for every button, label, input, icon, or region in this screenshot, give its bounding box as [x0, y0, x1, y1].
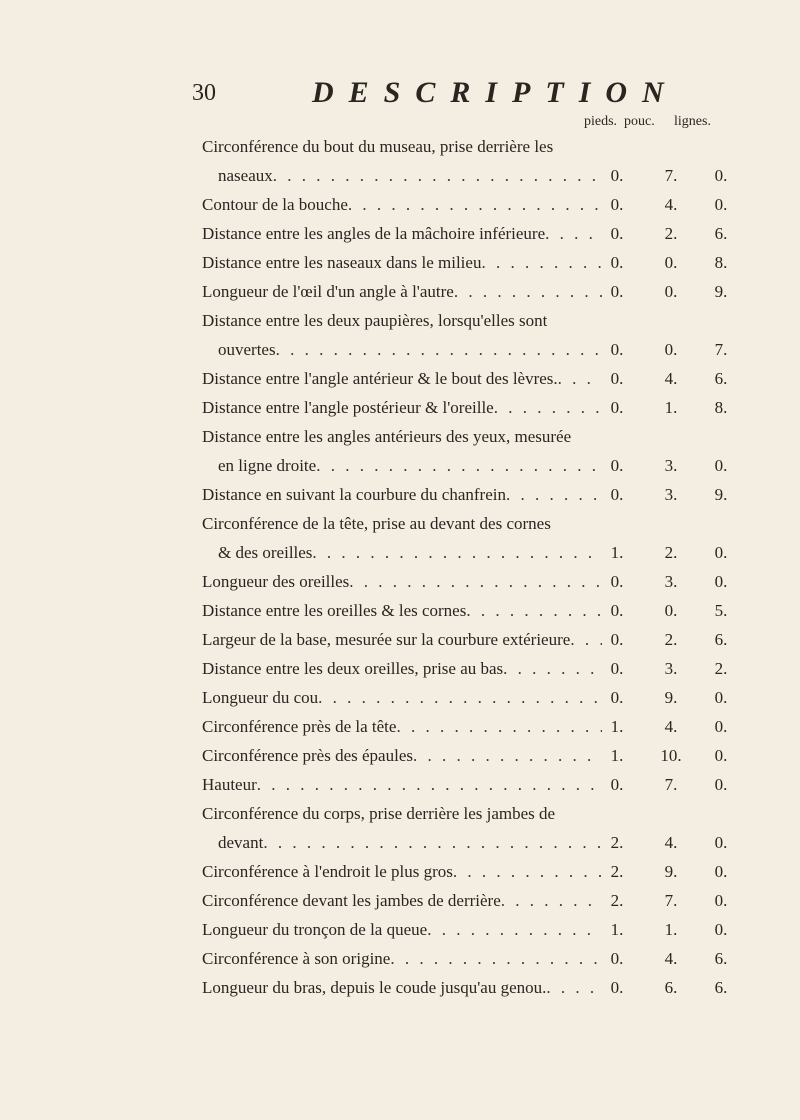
- value-lignes: 0.: [714, 833, 728, 852]
- entry-label-wrap: [218, 828, 602, 857]
- value-lignes: 0.: [714, 688, 728, 707]
- entry-label-wrap: [202, 741, 602, 770]
- value-pouc: 0.: [664, 340, 678, 359]
- entry-label: Longueur du bras, depuis le coude jusqu'au genou.: [202, 978, 547, 997]
- value-pieds: 2.: [610, 862, 624, 881]
- value-pieds: 0.: [610, 456, 624, 475]
- entry-label: Longueur de l'œil d'un angle à l'autre: [202, 282, 454, 301]
- value-lignes: 0.: [714, 775, 728, 794]
- value-pieds: 0.: [610, 949, 624, 968]
- measurement-entry: [202, 944, 772, 973]
- leader-dots: [494, 393, 602, 422]
- entry-line: [202, 364, 772, 393]
- value-pouc: 2.: [664, 630, 678, 649]
- value-lignes: 0.: [714, 746, 728, 765]
- entry-label-wrap: [202, 915, 602, 944]
- entry-line: [202, 915, 772, 944]
- column-headers: [584, 114, 714, 130]
- entry-line: [202, 857, 772, 886]
- entry-label: Circonférence du bout du museau, prise derrière les: [202, 137, 554, 156]
- measurement-entry: [202, 886, 772, 915]
- entry-label: Distance entre les naseaux dans le milieu: [202, 253, 482, 272]
- value-pieds: 0.: [610, 369, 624, 388]
- entry-label-wrap: [218, 335, 602, 364]
- entry-label: Circonférence devant les jambes de derrière: [202, 891, 501, 910]
- value-pouc: 4.: [664, 949, 678, 968]
- leader-dots: [390, 944, 602, 973]
- value-lignes: 6.: [714, 978, 728, 997]
- entry-label-wrap: [202, 712, 602, 741]
- measurement-entry: [202, 480, 772, 509]
- entry-line: [202, 219, 772, 248]
- value-lignes: 8.: [714, 398, 728, 417]
- entry-label-wrap: [202, 944, 602, 973]
- value-pieds: 0.: [610, 340, 624, 359]
- leader-dots: [454, 277, 602, 306]
- value-pouc: 0.: [664, 282, 678, 301]
- value-pieds: 1.: [610, 543, 624, 562]
- value-pouc: 7.: [664, 891, 678, 910]
- measurement-entry: [202, 596, 772, 625]
- value-pouc: 1.: [664, 398, 678, 417]
- entry-label: Distance entre les angles antérieurs des yeux, mesurée: [202, 427, 572, 446]
- entry-label-wrap: [202, 886, 602, 915]
- leader-dots: [318, 683, 602, 712]
- entry-line: [202, 799, 772, 828]
- measurement-entry: [202, 712, 772, 741]
- entry-label-wrap: [202, 219, 602, 248]
- value-pieds: 2.: [610, 833, 624, 852]
- entry-line: [202, 393, 772, 422]
- leader-dots: [453, 857, 602, 886]
- running-title: DESCRIPTION: [312, 76, 679, 109]
- entry-label: Circonférence de la tête, prise au devant des cornes: [202, 514, 551, 533]
- value-pieds: 0.: [610, 601, 624, 620]
- measurement-entry: [202, 741, 772, 770]
- entry-line: [202, 509, 772, 538]
- entry-label: ouvertes: [218, 340, 276, 359]
- leader-dots: [263, 828, 602, 857]
- entry-label-wrap: [202, 973, 602, 1002]
- leader-dots: [481, 248, 602, 277]
- entry-line: [202, 741, 772, 770]
- entry-line: [202, 306, 772, 335]
- entry-label: Circonférence à son origine: [202, 949, 391, 968]
- measurement-entry: [202, 248, 772, 277]
- value-pieds: 1.: [610, 920, 624, 939]
- value-pouc: 7.: [664, 775, 678, 794]
- entry-label: en ligne droite: [218, 456, 317, 475]
- value-lignes: 6.: [714, 224, 728, 243]
- leader-dots: [348, 190, 602, 219]
- entry-line: [202, 335, 772, 364]
- entry-label-wrap: [202, 683, 602, 712]
- value-lignes: 0.: [714, 456, 728, 475]
- value-pieds: 0.: [610, 688, 624, 707]
- measurement-entry: [202, 306, 772, 364]
- value-pouc: 1.: [664, 920, 678, 939]
- value-lignes: 0.: [714, 543, 728, 562]
- value-pouc: 0.: [664, 601, 678, 620]
- entry-label: Distance entre les oreilles & les cornes: [202, 601, 467, 620]
- entry-line: [202, 132, 772, 161]
- measurement-entry: [202, 422, 772, 480]
- value-pieds: 0.: [610, 659, 624, 678]
- value-lignes: 8.: [714, 253, 728, 272]
- leader-dots: [501, 886, 602, 915]
- entry-line: [202, 248, 772, 277]
- entry-line: [202, 944, 772, 973]
- entry-label: Distance entre les deux oreilles, prise au bas: [202, 659, 504, 678]
- measurement-entry: [202, 770, 772, 799]
- value-lignes: 6.: [714, 369, 728, 388]
- value-lignes: 0.: [714, 862, 728, 881]
- leader-dots: [276, 335, 602, 364]
- entry-label: Circonférence près de la tête: [202, 717, 397, 736]
- value-pouc: 9.: [664, 688, 678, 707]
- entry-label: Longueur du cou: [202, 688, 319, 707]
- entry-label-wrap: [202, 480, 602, 509]
- measurement-entry: [202, 132, 772, 190]
- value-pieds: 0.: [610, 282, 624, 301]
- value-pouc: 4.: [664, 369, 678, 388]
- value-lignes: 6.: [714, 630, 728, 649]
- entry-label: Distance entre l'angle postérieur & l'oreille: [202, 398, 494, 417]
- value-pieds: 1.: [610, 717, 624, 736]
- entry-label-wrap: [218, 451, 602, 480]
- entry-line: [202, 451, 772, 480]
- entry-line: [202, 161, 772, 190]
- entry-label: Circonférence près des épaules: [202, 746, 413, 765]
- leader-dots: [466, 596, 602, 625]
- entry-line: [202, 625, 772, 654]
- entry-label: Circonférence du corps, prise derrière les jambes de: [202, 804, 556, 823]
- value-pieds: 0.: [610, 224, 624, 243]
- value-pouc: 4.: [664, 833, 678, 852]
- leader-dots: [316, 451, 602, 480]
- value-pieds: 0.: [610, 485, 624, 504]
- value-pouc: 3.: [664, 572, 678, 591]
- entry-label-wrap: [202, 596, 602, 625]
- leader-dots: [273, 161, 602, 190]
- value-pieds: 0.: [610, 195, 624, 214]
- measurement-entry: [202, 654, 772, 683]
- measurement-entry: [202, 567, 772, 596]
- leader-dots: [427, 915, 602, 944]
- value-lignes: 9.: [714, 485, 728, 504]
- entry-line: [202, 973, 772, 1002]
- entry-label: Distance entre les angles de la mâchoire inférieure: [202, 224, 546, 243]
- measurement-entry: [202, 625, 772, 654]
- value-lignes: 0.: [714, 920, 728, 939]
- entry-line: [202, 770, 772, 799]
- entry-label: Longueur du tronçon de la queue: [202, 920, 428, 939]
- value-lignes: 7.: [714, 340, 728, 359]
- leader-dots: [570, 625, 602, 654]
- leader-dots: [312, 538, 602, 567]
- value-pouc: 10.: [660, 746, 682, 765]
- entry-label: Longueur des oreilles: [202, 572, 350, 591]
- value-lignes: 9.: [714, 282, 728, 301]
- column-header-lignes: lignes.: [674, 114, 711, 129]
- measurement-entry: [202, 799, 772, 857]
- entry-label: Contour de la bouche: [202, 195, 348, 214]
- entry-label: Distance entre l'angle antérieur & le bout des lèvres.: [202, 369, 558, 388]
- measurement-entry: [202, 683, 772, 712]
- entry-label-wrap: [202, 364, 602, 393]
- leader-dots: [349, 567, 602, 596]
- value-pouc: 2.: [664, 543, 678, 562]
- column-header-pouc: pouc.: [624, 114, 655, 129]
- leader-dots: [506, 480, 602, 509]
- entry-line: [202, 567, 772, 596]
- entry-label-wrap: [202, 248, 602, 277]
- value-pouc: 3.: [664, 485, 678, 504]
- measurement-entry: [202, 277, 772, 306]
- entry-label-wrap: [202, 654, 602, 683]
- entry-line: [202, 596, 772, 625]
- page-number: 30: [192, 80, 216, 106]
- value-lignes: 0.: [714, 891, 728, 910]
- value-pouc: 9.: [664, 862, 678, 881]
- measurement-entry: [202, 973, 772, 1002]
- value-lignes: 0.: [714, 166, 728, 185]
- value-pieds: 0.: [610, 775, 624, 794]
- value-lignes: 0.: [714, 572, 728, 591]
- value-pieds: 0.: [610, 166, 624, 185]
- entry-label-wrap: [202, 190, 602, 219]
- value-pieds: 1.: [610, 746, 624, 765]
- value-pouc: 2.: [664, 224, 678, 243]
- value-pouc: 3.: [664, 659, 678, 678]
- measurement-entry: [202, 915, 772, 944]
- value-lignes: 6.: [714, 949, 728, 968]
- entry-line: [202, 654, 772, 683]
- measurement-entry: [202, 857, 772, 886]
- measurement-entry: [202, 393, 772, 422]
- value-pieds: 0.: [610, 253, 624, 272]
- entry-label-wrap: [202, 625, 602, 654]
- leader-dots: [546, 973, 602, 1002]
- value-pouc: 7.: [664, 166, 678, 185]
- entry-label-wrap: [218, 161, 602, 190]
- value-pouc: 0.: [664, 253, 678, 272]
- entry-line: [202, 538, 772, 567]
- measurement-entry: [202, 509, 772, 567]
- value-pouc: 4.: [664, 717, 678, 736]
- value-pieds: 0.: [610, 398, 624, 417]
- leader-dots: [545, 219, 602, 248]
- entry-label-wrap: [202, 567, 602, 596]
- leader-dots: [413, 741, 602, 770]
- entry-label-wrap: [202, 770, 602, 799]
- entry-line: [202, 277, 772, 306]
- entry-label-wrap: [202, 393, 602, 422]
- entry-line: [202, 480, 772, 509]
- leader-dots: [257, 770, 602, 799]
- column-header-pieds: pieds.: [584, 114, 618, 129]
- entry-label: Distance entre les deux paupières, lorsqu'elles sont: [202, 311, 548, 330]
- entry-label-wrap: [218, 538, 602, 567]
- entry-label: devant: [218, 833, 264, 852]
- value-lignes: 0.: [714, 717, 728, 736]
- entry-label-wrap: [202, 277, 602, 306]
- entry-line: [202, 683, 772, 712]
- value-pouc: 4.: [664, 195, 678, 214]
- value-pieds: 2.: [610, 891, 624, 910]
- entry-line: [202, 422, 772, 451]
- entry-label-wrap: [202, 857, 602, 886]
- entry-label: & des oreilles: [218, 543, 313, 562]
- leader-dots: [558, 364, 602, 393]
- value-lignes: 0.: [714, 195, 728, 214]
- leader-dots: [396, 712, 602, 741]
- entry-line: [202, 886, 772, 915]
- measurement-entry: [202, 190, 772, 219]
- entry-line: [202, 828, 772, 857]
- measurement-table: [202, 132, 772, 1002]
- leader-dots: [503, 654, 602, 683]
- entry-label: Distance en suivant la courbure du chanfrein: [202, 485, 506, 504]
- entry-label: naseaux: [218, 166, 273, 185]
- measurement-entry: [202, 364, 772, 393]
- value-pouc: 3.: [664, 456, 678, 475]
- entry-line: [202, 712, 772, 741]
- value-pouc: 6.: [664, 978, 678, 997]
- value-lignes: 5.: [714, 601, 728, 620]
- value-pieds: 0.: [610, 630, 624, 649]
- measurement-entry: [202, 219, 772, 248]
- entry-line: [202, 190, 772, 219]
- entry-label: Hauteur: [202, 775, 257, 794]
- value-pieds: 0.: [610, 572, 624, 591]
- entry-label: Circonférence à l'endroit le plus gros: [202, 862, 453, 881]
- value-lignes: 2.: [714, 659, 728, 678]
- value-pieds: 0.: [610, 978, 624, 997]
- entry-label: Largeur de la base, mesurée sur la courbure extérieure: [202, 630, 571, 649]
